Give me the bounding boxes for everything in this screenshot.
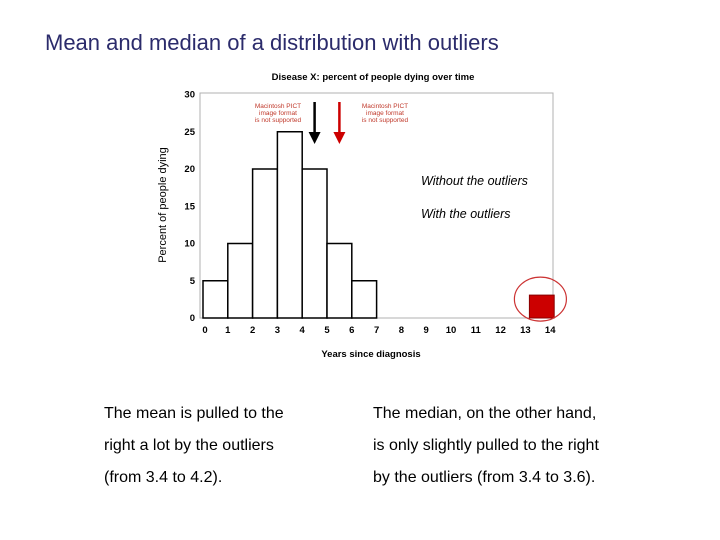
histogram-bar: [352, 281, 377, 318]
caption-line: is only slightly pulled to the right: [373, 437, 599, 454]
histogram-bar: [203, 281, 228, 318]
mean-explanation: [104, 398, 374, 494]
x-tick-label: 14: [544, 325, 556, 336]
y-tick-label: 10: [184, 238, 195, 250]
x-tick-label: 2: [249, 325, 256, 336]
histogram-bar: [253, 169, 278, 318]
histogram-bar: [277, 132, 302, 318]
x-tick-label: 1: [225, 325, 231, 336]
y-tick-label: 20: [184, 164, 195, 175]
y-tick-label: 0: [189, 313, 195, 324]
x-tick-label: 4: [299, 325, 305, 336]
x-tick-label: 12: [495, 325, 506, 336]
x-tick-label: 9: [423, 325, 429, 336]
without-outliers-label: Without the outliers: [421, 174, 528, 188]
y-tick-label: 25: [184, 126, 195, 138]
x-tick-label: 11: [470, 325, 481, 336]
x-tick-label: 3: [274, 325, 281, 336]
y-axis-label: Percent of people dying: [157, 147, 169, 263]
x-tick-label: 13: [520, 325, 531, 336]
image-placeholder-text: Macintosh PICT image format is not supported: [361, 103, 409, 124]
caption-line: (from 3.4 to 4.2).: [104, 469, 223, 486]
arrowhead-icon: [333, 132, 345, 144]
chart-title: Disease X: percent of people dying over time: [271, 72, 475, 83]
caption-line: The median, on the other hand,: [373, 405, 597, 422]
histogram-bar: [327, 244, 352, 319]
x-tick-label: 8: [398, 325, 405, 336]
x-tick-label: 6: [349, 325, 355, 336]
y-tick-label: 5: [189, 275, 195, 287]
x-tick-label: 10: [445, 325, 457, 336]
x-tick-label: 7: [373, 325, 380, 336]
x-tick-label: 5: [324, 325, 330, 336]
with-outliers-label: With the outliers: [421, 207, 511, 221]
arrowhead-icon: [309, 132, 321, 144]
outlier-bar: [529, 295, 554, 318]
caption-line: right a lot by the outliers: [104, 437, 274, 454]
y-tick-label: 15: [184, 201, 195, 213]
y-tick-label: 30: [184, 89, 195, 101]
x-axis-label: Years since diagnosis: [321, 349, 421, 360]
x-tick-label: 0: [202, 325, 208, 336]
slide-title: Mean and median of a distribution with outliers: [45, 30, 499, 55]
caption-line: by the outliers (from 3.4 to 3.6).: [373, 469, 596, 486]
median-explanation: [373, 398, 673, 494]
caption-line: The mean is pulled to the: [104, 405, 284, 422]
histogram-bar: [302, 169, 327, 318]
histogram-bar: [228, 244, 253, 319]
image-placeholder-text: Macintosh PICT image format is not supported: [254, 103, 302, 124]
